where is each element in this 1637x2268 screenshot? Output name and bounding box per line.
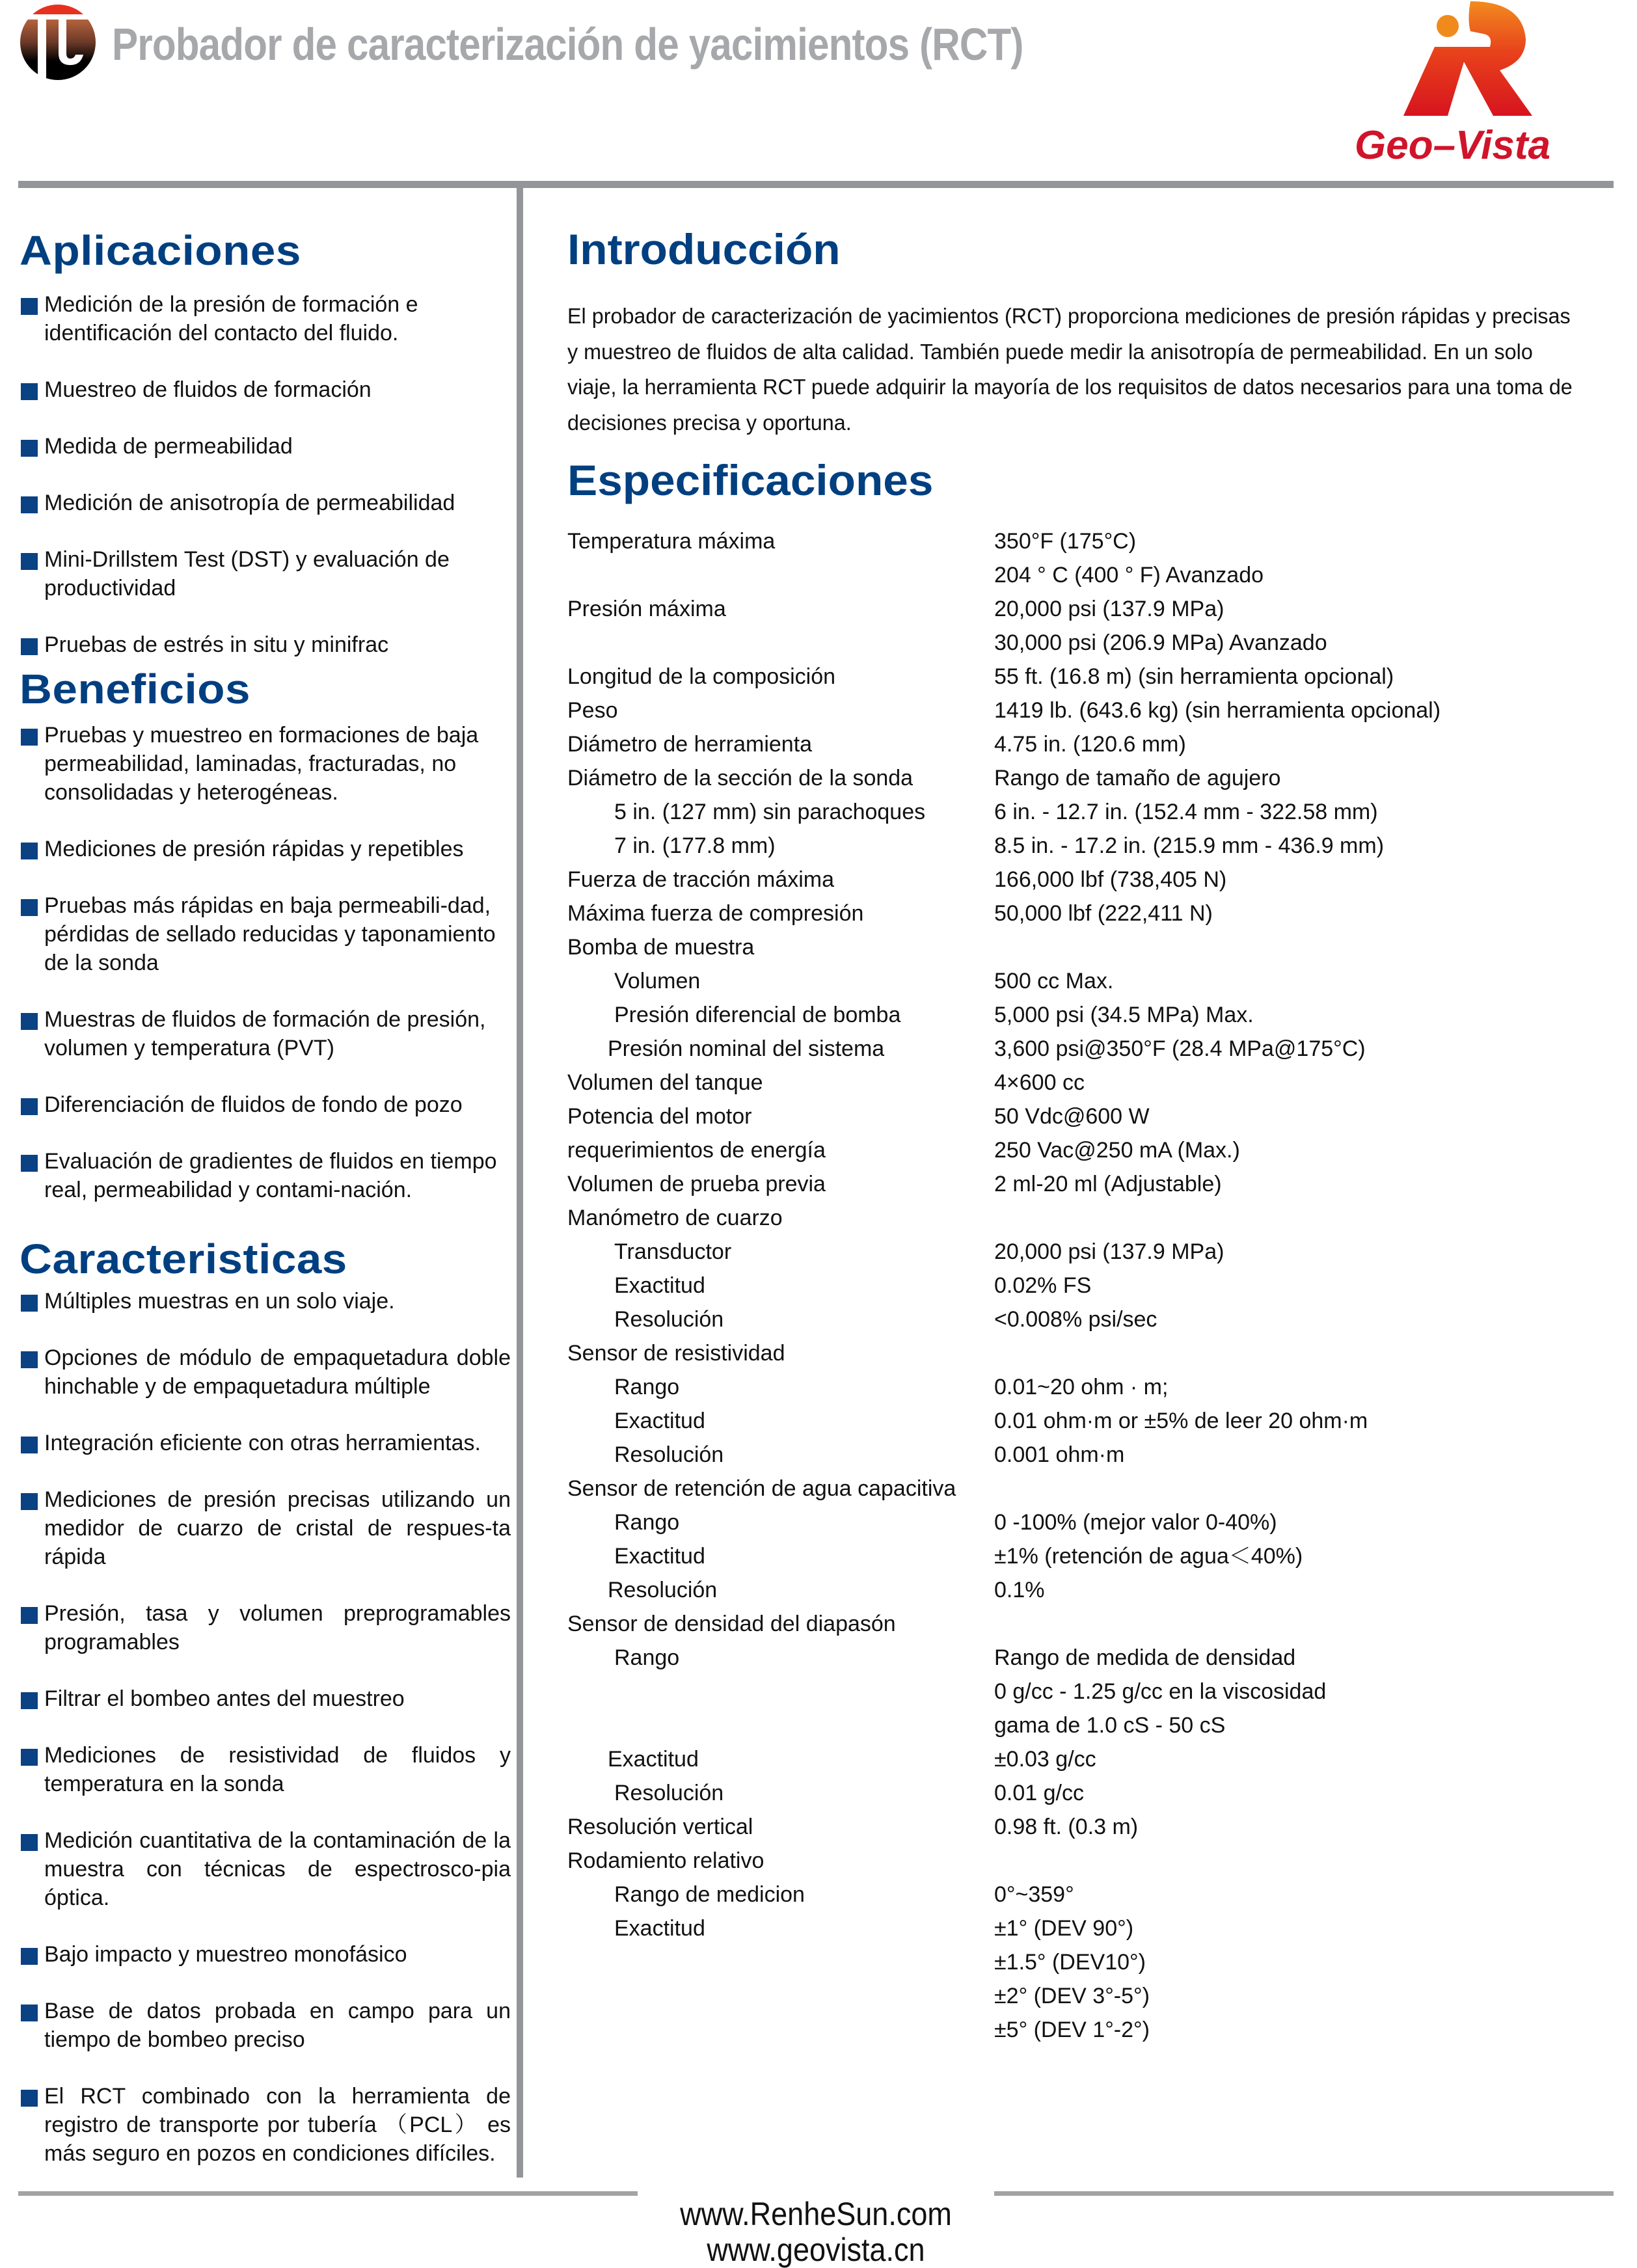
spec-value: 204 ° C (400 ° F) Avanzado bbox=[994, 563, 1264, 587]
spec-label: Bomba de muestra bbox=[567, 935, 755, 960]
spec-row bbox=[567, 1979, 1621, 2013]
spec-row bbox=[567, 1201, 1621, 1235]
caracteristicas-list bbox=[20, 1287, 511, 2168]
spec-label: Rango bbox=[614, 1375, 680, 1399]
spec-row bbox=[567, 592, 1621, 626]
spec-row bbox=[567, 1032, 1621, 1066]
spec-value: ±1° (DEV 90°) bbox=[994, 1916, 1134, 1941]
square-bullet-icon bbox=[21, 1607, 38, 1624]
especificaciones-heading: Especificaciones bbox=[567, 456, 934, 504]
spec-row bbox=[567, 1708, 1621, 1742]
spec-value: ±1.5° (DEV10°) bbox=[994, 1950, 1146, 1975]
spec-row bbox=[567, 1911, 1621, 1945]
spec-label: Exactitud bbox=[614, 1409, 705, 1433]
list-item: Medición de la presión de formación e identificación del contacto del fluido. bbox=[20, 290, 511, 347]
spec-row bbox=[567, 1066, 1621, 1100]
spec-row bbox=[567, 1641, 1621, 1675]
spec-value: 250 Vac@250 mA (Max.) bbox=[994, 1138, 1240, 1163]
spec-label: Rango bbox=[614, 1645, 680, 1670]
spec-row bbox=[567, 863, 1621, 897]
spec-label: Volumen bbox=[614, 969, 701, 993]
spec-value: ±1% (retención de agua＜40%) bbox=[994, 1544, 1303, 1569]
square-bullet-icon bbox=[21, 1351, 38, 1368]
square-bullet-icon bbox=[21, 638, 38, 655]
spec-value: 0.02% FS bbox=[994, 1273, 1092, 1298]
list-item: Medición cuantitativa de la contaminación de la muestra con técnicas de espectrosco-pia óptica. bbox=[20, 1826, 511, 1912]
spec-label: Fuerza de tracción máxima bbox=[567, 867, 835, 892]
list-item: Filtrar el bombeo antes del muestreo bbox=[20, 1684, 511, 1713]
spec-label: Peso bbox=[567, 698, 618, 723]
spec-row bbox=[567, 1539, 1621, 1573]
spec-label: Exactitud bbox=[614, 1916, 705, 1941]
spec-value: 0 g/cc - 1.25 g/cc en la viscosidad bbox=[994, 1679, 1327, 1704]
spec-value: 350°F (175°C) bbox=[994, 529, 1137, 554]
square-bullet-icon bbox=[21, 298, 38, 315]
spec-label: Sensor de densidad del diapasón bbox=[567, 1612, 896, 1636]
spec-row bbox=[567, 1878, 1621, 1911]
square-bullet-icon bbox=[21, 1493, 38, 1510]
spec-value: 500 cc Max. bbox=[994, 969, 1114, 993]
list-item: Medición de anisotropía de permeabilidad bbox=[20, 489, 511, 517]
header-divider bbox=[18, 181, 1614, 188]
spec-row bbox=[567, 2013, 1621, 2047]
footer-link-renhesun[interactable]: www.RenheSun.com bbox=[680, 2196, 952, 2232]
spec-label: Presión diferencial de bomba bbox=[614, 1003, 901, 1027]
footer-link-geovista[interactable]: www.geovista.cn bbox=[707, 2232, 925, 2268]
aplicaciones-list bbox=[20, 290, 511, 659]
spec-value: gama de 1.0 cS - 50 cS bbox=[994, 1713, 1226, 1738]
square-bullet-icon bbox=[21, 1437, 38, 1453]
spec-row bbox=[567, 1303, 1621, 1336]
introduccion-heading: Introducción bbox=[567, 225, 841, 273]
square-bullet-icon bbox=[21, 1749, 38, 1766]
spec-row bbox=[567, 524, 1621, 558]
list-item: El RCT combinado con la herramienta de registro de transporte por tubería （PCL） es más seguro en pozos en condiciones difíciles. bbox=[20, 2082, 511, 2168]
intro-paragraph: El probador de caracterización de yacimientos (RCT) proporciona mediciones de presión rápidas y precisas y muestreo de fluidos de alta calidad. También puede medir la anisotropía de permeabilidad. En un solo viaje, la herramienta RCT puede adquirir la mayoría de los requisitos de datos necesarios para una toma de decisiones precisa y oportuna. bbox=[567, 304, 1573, 435]
column-divider bbox=[517, 188, 523, 2178]
list-item: Mediciones de resistividad de fluidos y temperatura en la sonda bbox=[20, 1741, 511, 1798]
list-item: Pruebas de estrés in situ y minifrac bbox=[20, 630, 511, 659]
list-item: Mini-Drillstem Test (DST) y evaluación de productividad bbox=[20, 545, 511, 602]
spec-row bbox=[567, 558, 1621, 592]
list-item: Base de datos probada en campo para un tiempo de bombeo preciso bbox=[20, 1997, 511, 2054]
spec-label: Transductor bbox=[614, 1239, 732, 1264]
list-item: Integración eficiente con otras herramientas. bbox=[20, 1429, 511, 1457]
square-bullet-icon bbox=[21, 1692, 38, 1709]
spec-row bbox=[567, 1438, 1621, 1472]
caracteristicas-heading: Caracteristicas bbox=[20, 1235, 347, 1282]
spec-value: 0.001 ohm·m bbox=[994, 1442, 1125, 1467]
spec-value: 4×600 cc bbox=[994, 1070, 1085, 1095]
spec-label: Rango de medicion bbox=[614, 1882, 805, 1907]
spec-row bbox=[567, 1167, 1621, 1201]
list-item: Opciones de módulo de empaquetadura doble hinchable y de empaquetadura múltiple bbox=[20, 1343, 511, 1401]
list-item: Mediciones de presión rápidas y repetibles bbox=[20, 835, 511, 863]
spec-value: 0.98 ft. (0.3 m) bbox=[994, 1815, 1139, 1839]
spec-row bbox=[567, 964, 1621, 998]
spec-table bbox=[567, 524, 1621, 2047]
spec-value: 30,000 psi (206.9 MPa) Avanzado bbox=[994, 630, 1327, 655]
square-bullet-icon bbox=[21, 1098, 38, 1115]
spec-row bbox=[567, 1404, 1621, 1438]
spec-row bbox=[567, 1776, 1621, 1810]
tu-circle-logo-icon bbox=[18, 3, 98, 82]
spec-row bbox=[567, 1472, 1621, 1505]
spec-value: ±5° (DEV 1°-2°) bbox=[994, 2018, 1150, 2042]
list-item: Medida de permeabilidad bbox=[20, 432, 511, 461]
footer-divider-left bbox=[18, 2191, 638, 2196]
spec-label: 7 in. (177.8 mm) bbox=[614, 833, 776, 858]
spec-value: 20,000 psi (137.9 MPa) bbox=[994, 1239, 1224, 1264]
spec-label: Exactitud bbox=[614, 1544, 705, 1569]
spec-row bbox=[567, 660, 1621, 694]
square-bullet-icon bbox=[21, 843, 38, 859]
spec-label: Resolución bbox=[614, 1781, 724, 1805]
page-title: Probador de caracterización de yacimientos (RCT) bbox=[112, 19, 1023, 70]
spec-value: 0 -100% (mejor valor 0-40%) bbox=[994, 1510, 1277, 1535]
list-item: Muestras de fluidos de formación de presión, volumen y temperatura (PVT) bbox=[20, 1005, 511, 1062]
spec-label: 5 in. (127 mm) sin parachoques bbox=[614, 800, 926, 824]
spec-label: Máxima fuerza de compresión bbox=[567, 901, 864, 926]
spec-value: 0.01 ohm·m or ±5% de leer 20 ohm·m bbox=[994, 1409, 1368, 1433]
square-bullet-icon bbox=[21, 729, 38, 746]
spec-label: Volumen del tanque bbox=[567, 1070, 763, 1095]
square-bullet-icon bbox=[21, 440, 38, 457]
spec-row bbox=[567, 1370, 1621, 1404]
geo-vista-r-logo-icon bbox=[1353, 0, 1627, 167]
square-bullet-icon bbox=[21, 2090, 38, 2107]
company-logo-left bbox=[18, 3, 98, 82]
aplicaciones-heading: Aplicaciones bbox=[20, 227, 301, 274]
spec-label: Presión máxima bbox=[567, 597, 726, 621]
spec-value: 55 ft. (16.8 m) (sin herramienta opcional) bbox=[994, 664, 1394, 689]
beneficios-heading: Beneficios bbox=[20, 666, 250, 712]
list-item: Diferenciación de fluidos de fondo de pozo bbox=[20, 1090, 511, 1119]
spec-row bbox=[567, 626, 1621, 660]
spec-row bbox=[567, 1235, 1621, 1269]
spec-value: 8.5 in. - 17.2 in. (215.9 mm - 436.9 mm) bbox=[994, 833, 1385, 858]
spec-label: Diámetro de herramienta bbox=[567, 732, 813, 757]
spec-label: Sensor de resistividad bbox=[567, 1341, 785, 1366]
spec-value: ±2° (DEV 3°-5°) bbox=[994, 1984, 1150, 2008]
spec-label: Temperatura máxima bbox=[567, 529, 776, 554]
list-item: Pruebas más rápidas en baja permeabili-dad, pérdidas de sellado reducidas y taponamiento de la sonda bbox=[20, 891, 511, 977]
spec-label: Exactitud bbox=[614, 1273, 705, 1298]
spec-row bbox=[567, 1810, 1621, 1844]
spec-row bbox=[567, 1844, 1621, 1878]
spec-label: Resolución vertical bbox=[567, 1815, 753, 1839]
spec-value: 3,600 psi@350°F (28.4 MPa@175°C) bbox=[994, 1036, 1366, 1061]
list-item: Presión, tasa y volumen preprogramables programables bbox=[20, 1599, 511, 1656]
spec-label: Diámetro de la sección de la sonda bbox=[567, 766, 913, 790]
spec-row bbox=[567, 1133, 1621, 1167]
spec-label: Sensor de retención de agua capacitiva bbox=[567, 1476, 956, 1501]
spec-value: Rango de medida de densidad bbox=[994, 1645, 1296, 1670]
spec-row bbox=[567, 795, 1621, 829]
spec-row bbox=[567, 998, 1621, 1032]
square-bullet-icon bbox=[21, 1013, 38, 1030]
spec-value: 0°~359° bbox=[994, 1882, 1074, 1907]
square-bullet-icon bbox=[21, 1155, 38, 1172]
square-bullet-icon bbox=[21, 899, 38, 916]
spec-row bbox=[567, 1607, 1621, 1641]
spec-label: Presión nominal del sistema bbox=[608, 1036, 885, 1061]
spec-label: Resolución bbox=[608, 1578, 718, 1602]
spec-value: 0.01~20 ohm · m; bbox=[994, 1375, 1169, 1399]
spec-value: 0.01 g/cc bbox=[994, 1781, 1084, 1805]
spec-label: Volumen de prueba previa bbox=[567, 1172, 826, 1196]
square-bullet-icon bbox=[21, 383, 38, 400]
square-bullet-icon bbox=[21, 1834, 38, 1851]
spec-row bbox=[567, 1336, 1621, 1370]
spec-row bbox=[567, 1675, 1621, 1708]
spec-value: 5,000 psi (34.5 MPa) Max. bbox=[994, 1003, 1254, 1027]
spec-row bbox=[567, 1573, 1621, 1607]
spec-value: 2 ml-20 ml (Adjustable) bbox=[994, 1172, 1222, 1196]
spec-row bbox=[567, 1505, 1621, 1539]
list-item: Pruebas y muestreo en formaciones de baja permeabilidad, laminadas, fracturadas, no consolidadas y heterogéneas. bbox=[20, 721, 511, 807]
square-bullet-icon bbox=[21, 1295, 38, 1312]
list-item: Mediciones de presión precisas utilizando un medidor de cuarzo de cristal de respues-ta rápida bbox=[20, 1485, 511, 1571]
spec-row bbox=[567, 897, 1621, 930]
spec-label: Exactitud bbox=[608, 1747, 699, 1772]
company-logo-right bbox=[1353, 0, 1627, 167]
square-bullet-icon bbox=[21, 2005, 38, 2021]
spec-row bbox=[567, 1742, 1621, 1776]
spec-row bbox=[567, 1945, 1621, 1979]
spec-row bbox=[567, 1100, 1621, 1133]
list-item: Muestreo de fluidos de formación bbox=[20, 375, 511, 404]
footer-divider-right bbox=[994, 2191, 1614, 2196]
spec-label: Rodamiento relativo bbox=[567, 1848, 764, 1873]
spec-value: 1419 lb. (643.6 kg) (sin herramienta opcional) bbox=[994, 698, 1441, 723]
spec-row bbox=[567, 1269, 1621, 1303]
spec-value: 6 in. - 12.7 in. (152.4 mm - 322.58 mm) bbox=[994, 800, 1378, 824]
spec-label: Manómetro de cuarzo bbox=[567, 1206, 783, 1230]
spec-label: Resolución bbox=[614, 1307, 724, 1332]
brand-name: Geo–Vista bbox=[1355, 123, 1550, 167]
spec-value: 0.1% bbox=[994, 1578, 1045, 1602]
spec-value: 50 Vdc@600 W bbox=[994, 1104, 1150, 1129]
spec-label: requerimientos de energía bbox=[567, 1138, 826, 1163]
spec-label: Longitud de la composición bbox=[567, 664, 836, 689]
spec-value: <0.008% psi/sec bbox=[994, 1307, 1157, 1332]
spec-value: Rango de tamaño de agujero bbox=[994, 766, 1281, 790]
spec-label: Rango bbox=[614, 1510, 680, 1535]
beneficios-list bbox=[20, 721, 511, 1204]
spec-value: 166,000 lbf (738,405 N) bbox=[994, 867, 1227, 892]
spec-label: Potencia del motor bbox=[567, 1104, 752, 1129]
spec-label: Resolución bbox=[614, 1442, 724, 1467]
square-bullet-icon bbox=[21, 1948, 38, 1965]
spec-row bbox=[567, 829, 1621, 863]
spec-value: 4.75 in. (120.6 mm) bbox=[994, 732, 1186, 757]
spec-value: 50,000 lbf (222,411 N) bbox=[994, 901, 1213, 926]
spec-row bbox=[567, 727, 1621, 761]
list-item: Múltiples muestras en un solo viaje. bbox=[20, 1287, 511, 1316]
spec-row bbox=[567, 694, 1621, 727]
list-item: Evaluación de gradientes de fluidos en tiempo real, permeabilidad y contami-nación. bbox=[20, 1147, 511, 1204]
spec-row bbox=[567, 761, 1621, 795]
square-bullet-icon bbox=[21, 496, 38, 513]
spec-value: ±0.03 g/cc bbox=[994, 1747, 1096, 1772]
list-item: Bajo impacto y muestreo monofásico bbox=[20, 1940, 511, 1969]
spec-value: 20,000 psi (137.9 MPa) bbox=[994, 597, 1224, 621]
square-bullet-icon bbox=[21, 553, 38, 570]
spec-row bbox=[567, 930, 1621, 964]
